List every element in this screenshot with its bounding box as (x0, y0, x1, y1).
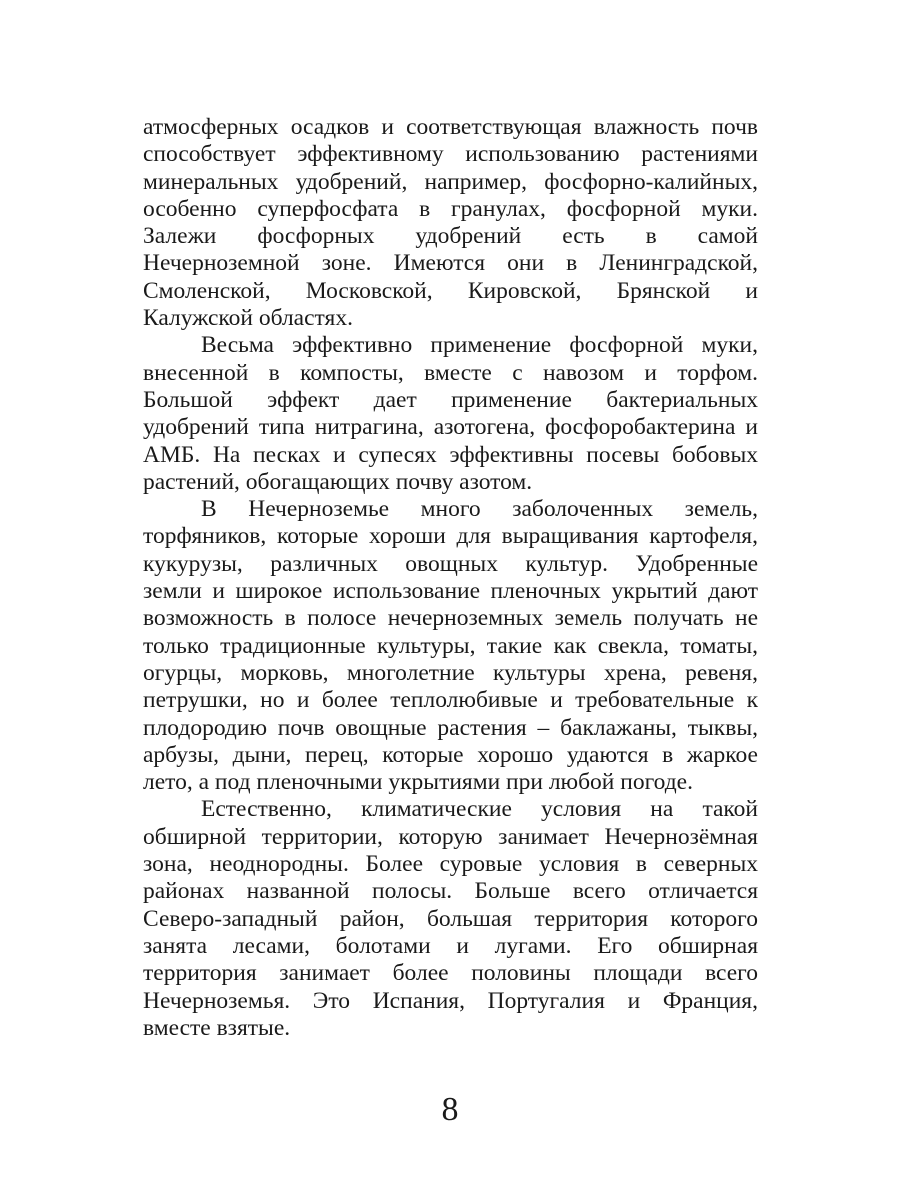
paragraph (143, 496, 758, 796)
page-body (143, 114, 758, 1042)
text-line: атмосферных осадков и соответствующая влажность почв (143, 114, 758, 140)
text-line: земли и широкое использование пленочных укрытий дают (143, 578, 758, 605)
text-line: Смоленской, Московской, Кировской, Брянской и (143, 277, 758, 304)
text-line: минеральных удобрений, например, фосфорно-калийных, (143, 168, 758, 195)
paragraph (143, 114, 758, 332)
body-text (143, 114, 758, 1042)
text-line: лето, а под пленочными укрытиями при любой погоде. (143, 769, 693, 796)
text-line: арбузы, дыни, перец, которые хорошо удаются в жаркое (143, 741, 758, 768)
text-line: кукурузы, различных овощных культур. Удобренные (143, 550, 758, 577)
text-line: способствует эффективному использованию растениями (143, 141, 758, 168)
paragraph (143, 332, 758, 496)
text-line: Естественно, климатические условия на такой (201, 796, 758, 823)
text-line: огурцы, морковь, многолетние культуры хрена, ревеня, (143, 659, 758, 686)
text-line: плодородию почв овощные растения – баклажаны, тыквы, (143, 714, 758, 741)
text-line: только традиционные культуры, такие как свекла, томаты, (143, 632, 758, 659)
text-line: обширной территории, которую занимает Нечернозёмная (143, 823, 758, 850)
text-line: особенно суперфосфата в гранулах, фосфорной муки. (143, 195, 758, 222)
text-line: петрушки, но и более теплолюбивые и требовательные к (143, 687, 758, 714)
text-line: зона, неоднородны. Более суровые условия в северных (143, 851, 758, 878)
paragraph (143, 796, 758, 1042)
text-line: удобрений типа нитрагина, азотогена, фосфоробактерина и (143, 414, 758, 441)
text-line: возможность в полосе нечерноземных земель получать не (143, 605, 758, 632)
text-line: торфяников, которые хороши для выращивания картофеля, (143, 523, 758, 550)
text-line: растений, обогащающих почву азотом. (143, 468, 533, 495)
text-line: Залежи фосфорных удобрений есть в самой (143, 223, 758, 250)
text-line: Северо-западный район, большая территория которого (143, 905, 758, 932)
text-line: районах названной полосы. Больше всего отличается (143, 878, 758, 905)
text-line: Весьма эффективно применение фосфорной муки, (201, 332, 758, 359)
text-line: В Нечерноземье много заболоченных земель, (201, 496, 758, 523)
text-line: занята лесами, болотами и лугами. Его обширная (143, 932, 758, 959)
text-line: Нечерноземья. Это Испания, Португалия и Франция, (143, 987, 758, 1014)
text-line: вместе взятые. (143, 1014, 291, 1041)
text-line: территория занимает более половины площади всего (143, 960, 758, 987)
text-line: Нечерноземной зоне. Имеются они в Ленинградской, (143, 250, 758, 277)
text-line: АМБ. На песках и супесях эффективны посевы бобовых (143, 441, 758, 468)
text-line: внесенной в компосты, вместе с навозом и торфом. (143, 359, 758, 386)
text-line: Большой эффект дает применение бактериальных (143, 386, 758, 413)
page-number: 8 (441, 1091, 459, 1128)
text-line: Калужской областях. (143, 305, 353, 332)
